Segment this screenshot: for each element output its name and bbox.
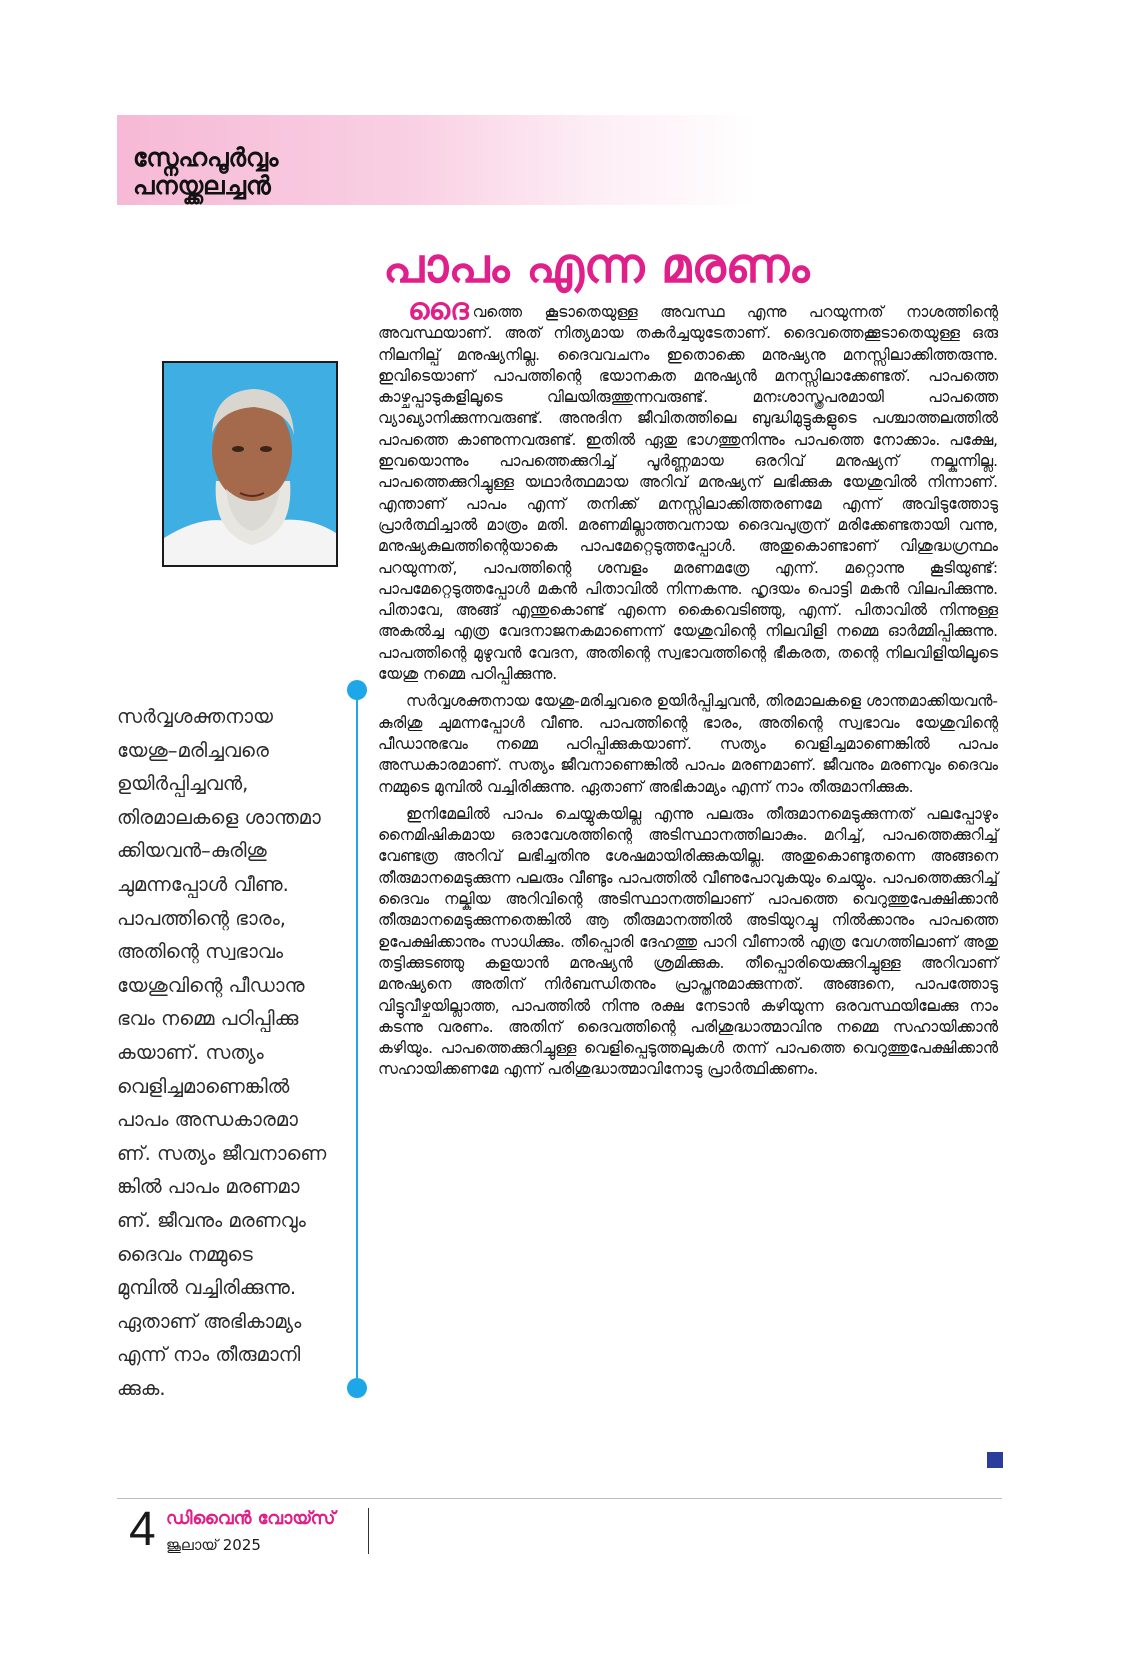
pull-quote-line: ക്കുക. <box>117 1376 166 1400</box>
drop-cap: ദൈ <box>408 292 469 327</box>
column-header-banner <box>117 115 757 205</box>
pull-quote-line: ണ്. ജീവനും മരണവും <box>117 1208 306 1232</box>
pull-quote-line: തിരമാലകളെ ശാന്തമാ <box>117 805 321 829</box>
footer-rule <box>117 1498 1002 1499</box>
pull-quote-line: യേശു–മരിച്ചവരെ <box>117 738 269 762</box>
pull-quote-line: കയാണ്. സത്യം <box>117 1040 264 1064</box>
footer-divider <box>368 1508 369 1554</box>
paragraph-2: സർവ്വശക്തനായ യേശു-മരിച്ചവരെ ഉയിർപ്പിച്ചവൻ, തിരമാലകളെ ശാന്തമാക്കിയവൻ-കുരിശു ചുമന്നപ്പോൾ വീണു. പാപത്തിന്റെ ഭാരം, അതിന്റെ സ്വഭാവം യേശുവിന്റെ പീഡാനുഭവം നമ്മെ പഠിപ്പിക്കുകയാണ്. സത്യം വെളിച്ചമാണെങ്കിൽ പാപം അന്ധകാരമാണ്. സത്യം ജീവനാണെങ്കിൽ പാപം മരണമാണ്. ജീവനും മരണവും ദൈവം നമ്മുടെ മുമ്പിൽ വച്ചിരിക്കുന്നു. ഏതാണ് അഭികാമ്യം എന്ന് നാം തീരുമാനിക്കുക. <box>378 692 998 796</box>
pull-quote-line: ക്കിയവൻ–കുരിശു <box>117 839 267 863</box>
paragraph-1 <box>378 292 998 685</box>
pull-quote-line: പാപം അന്ധകാരമാ <box>117 1108 298 1132</box>
paragraph-3: ഇനിമേലിൽ പാപം ചെയ്യുകയില്ല എന്നു പലരും തീരുമാനമെടുക്കുന്നത് പലപ്പോഴും നൈമിഷികമായ ഒരാവേശത്തിന്റെ അടിസ്ഥാനത്തിലാകും. മറിച്ച്, പാപത്തെക്കുറിച്ച് വേണ്ടത്ര അറിവ് ലഭിച്ചതിനു ശേഷമായിരിക്കുകയില്ല. അതുകൊണ്ടുതന്നെ അങ്ങനെ തീരുമാനമെടുക്കുന്ന പലരും വീണ്ടും പാപത്തിൽ വീണുപോവുകയും ചെയ്യും. പാപത്തെക്കുറിച്ച് ദൈവം നല്കിയ അറിവിന്റെ അടിസ്ഥാനത്തിലാണ് പാപത്തെ വെറുത്തുപേക്ഷിക്കാൻ തീരുമാനമെടുക്കുന്നതെങ്കിൽ ആ തീരുമാനത്തിൽ അടിയുറച്ചു നിൽക്കാനും പാപത്തെ ഉപേക്ഷിക്കാനും സാധിക്കും. തീപ്പൊരി ദേഹത്തു പാറി വീണാൽ എത്ര വേഗത്തിലാണ് അതു തട്ടിക്കുടഞ്ഞു കളയാൻ മനുഷ്യൻ ശ്രമിക്കുക. തീപ്പൊരിയെക്കുറിച്ചുള്ള അറിവാണ് മനുഷ്യനെ അതിന് നിർബന്ധിതനും പ്രാപ്തനുമാക്കുന്നത്. അങ്ങനെ, പാപത്തോടു വിട്ടുവീഴ്ചയില്ലാത്ത, പാപത്തിൽ നിന്നു രക്ഷ നേടാൻ കഴിയുന്ന ഒരവസ്ഥയിലേക്കു നാം കടന്നു വരണം. അതിന് ദൈവത്തിന്റെ പരിശുദ്ധാത്മാവിനു നമ്മെ സഹായിക്കാൻ കഴിയും. പാപത്തെക്കുറിച്ചുള്ള വെളിപ്പെടുത്തലുകൾ തന്ന് പാപത്തെ വെറുത്തുപേക്ഷിക്കാൻ സഹായിക്കണമേ എന്ന് പരിശുദ്ധാത്മാവിനോടു പ്രാർത്ഥിക്കണം. <box>378 804 998 1079</box>
pull-quote-line: ണ്. സത്യം ജീവനാണെ <box>117 1141 327 1165</box>
pull-quote-line: സർവ്വശക്തനായ <box>117 705 273 728</box>
column-name-line1: സ്നേഹപൂർവ്വം <box>133 143 279 172</box>
article-title: പാപം എന്ന മരണം <box>383 238 810 294</box>
pull-quote-line: മുമ്പിൽ വച്ചിരിക്കുന്നു. <box>117 1276 297 1300</box>
pull-quote-line: ഉയിർപ്പിച്ചവൻ, <box>117 772 249 796</box>
column-name-line2: പനയ്ക്കലച്ചൻ <box>133 171 271 200</box>
pull-quote-line: വെളിച്ചമാണെങ്കിൽ <box>117 1074 290 1098</box>
pull-quote-line: അതിന്റെ സ്വഭാവം <box>117 940 284 964</box>
pull-quote-line: ങ്കിൽ പാപം മരണമാ <box>117 1175 300 1199</box>
article-body <box>378 292 998 1087</box>
pull-quote-line: പാപത്തിന്റെ ഭാരം, <box>117 906 287 930</box>
pull-quote <box>117 700 333 1405</box>
pull-quote-line: എന്ന് നാം തീരുമാനി <box>117 1343 301 1367</box>
pull-quote-line: ചുമന്നപ്പോൾ വീണു. <box>117 872 289 896</box>
pull-quote-line: ഏതാണ് അഭികാമ്യം <box>117 1309 302 1333</box>
rule-dot-top <box>347 680 367 700</box>
pull-quote-line: ഭവം നമ്മെ പഠിപ്പിക്കു <box>117 1007 299 1031</box>
issue-date: ജൂലായ് 2025 <box>166 1536 261 1554</box>
pull-quote-line: ദൈവം നമ്മുടെ <box>117 1242 253 1266</box>
author-photo <box>162 361 338 567</box>
pull-quote-line: യേശുവിന്റെ പീഡാനു <box>117 973 305 997</box>
paragraph-1-text: വത്തെ കൂടാതെയുള്ള അവസ്ഥ എന്നു പറയുന്നത് നാശത്തിന്റെ അവസ്ഥയാണ്. അത് നിത്യമായ തകർച്ചയുടേതാണ്. ദൈവത്തെക്കൂടാതെയുള്ള ഒരു നിലനില്പ് മനുഷ്യനില്ല. ദൈവവചനം ഇതൊക്കെ മനുഷ്യനു മനസ്സിലാക്കിത്തരുന്നു. ഇവിടെയാണ് പാപത്തിന്റെ ഭയാനകത മനുഷ്യൻ മനസ്സിലാക്കേണ്ടത്. പാപത്തെ കാഴ്ചപ്പാടുകളിലൂടെ വിലയിരുത്തുന്നവരുണ്ട്. മനഃശാസ്ത്രപരമായി പാപത്തെ വ്യാഖ്യാനിക്കുന്നവരുണ്ട്. അനുദിന ജീവിതത്തിലെ ബുദ്ധിമുട്ടുകളുടെ പശ്ചാത്തലത്തിൽ പാപത്തെ കാണുന്നവരുണ്ട്. ഇതിൽ ഏതു ഭാഗത്തുനിന്നും പാപത്തെ നോക്കാം. പക്ഷേ, ഇവയൊന്നും പാപത്തെക്കുറിച്ച് പൂർണ്ണമായ ഒരറിവ് മനുഷ്യന് നല്കുന്നില്ല. പാപത്തെക്കുറിച്ചുള്ള യഥാർത്ഥമായ അറിവ് മനുഷ്യന് ലഭിക്കുക യേശുവിൽ നിന്നാണ്. എന്താണ് പാപം എന്ന് തനിക്ക് മനസ്സിലാക്കിത്തരണമേ എന്ന് അവിടുത്തോടു പ്രാർത്ഥിച്ചാൽ മാത്രം മതി. മരണമില്ലാത്തവനായ ദൈവപുത്രന് മരിക്കേണ്ടതായി വന്നു, മനുഷ്യകുലത്തിന്റെയാകെ പാപമേറ്റെടുത്തപ്പോൾ. അതുകൊണ്ടാണ് വിശുദ്ധഗ്രന്ഥം പറയുന്നത്, പാപത്തിന്റെ ശമ്പളം മരണമത്രേ എന്ന്. മറ്റൊന്നു കൂടിയുണ്ട്: പാപമേറ്റെടുത്തപ്പോൾ മകൻ പിതാവിൽ നിന്നകന്നു. ഹൃദയം പൊട്ടി മകൻ വിലപിക്കുന്നു. പിതാവേ, അങ്ങ് എന്തുകൊണ്ട് എന്നെ കൈവെടിഞ്ഞു, എന്ന്. പിതാവിൽ നിന്നുള്ള അകൽച്ച എത്ര വേദനാജനകമാണെന്ന് യേശുവിന്റെ നിലവിളി നമ്മെ ഓർമ്മിപ്പിക്കുന്നു. പാപത്തിന്റെ മുഴുവൻ വേദന, അതിന്റെ സ്വഭാവത്തിന്റെ ഭീകരത, തന്റെ നിലവിളിയിലൂടെ യേശു നമ്മെ പഠിപ്പിക്കുന്നു. <box>378 303 998 684</box>
page-number: 4 <box>129 1503 156 1556</box>
publication-name: ഡിവൈൻ വോയ്സ് <box>166 1508 336 1529</box>
rule-dot-bottom <box>347 1378 367 1398</box>
end-of-article-mark <box>987 1452 1003 1468</box>
pull-quote-rule <box>356 690 358 1388</box>
